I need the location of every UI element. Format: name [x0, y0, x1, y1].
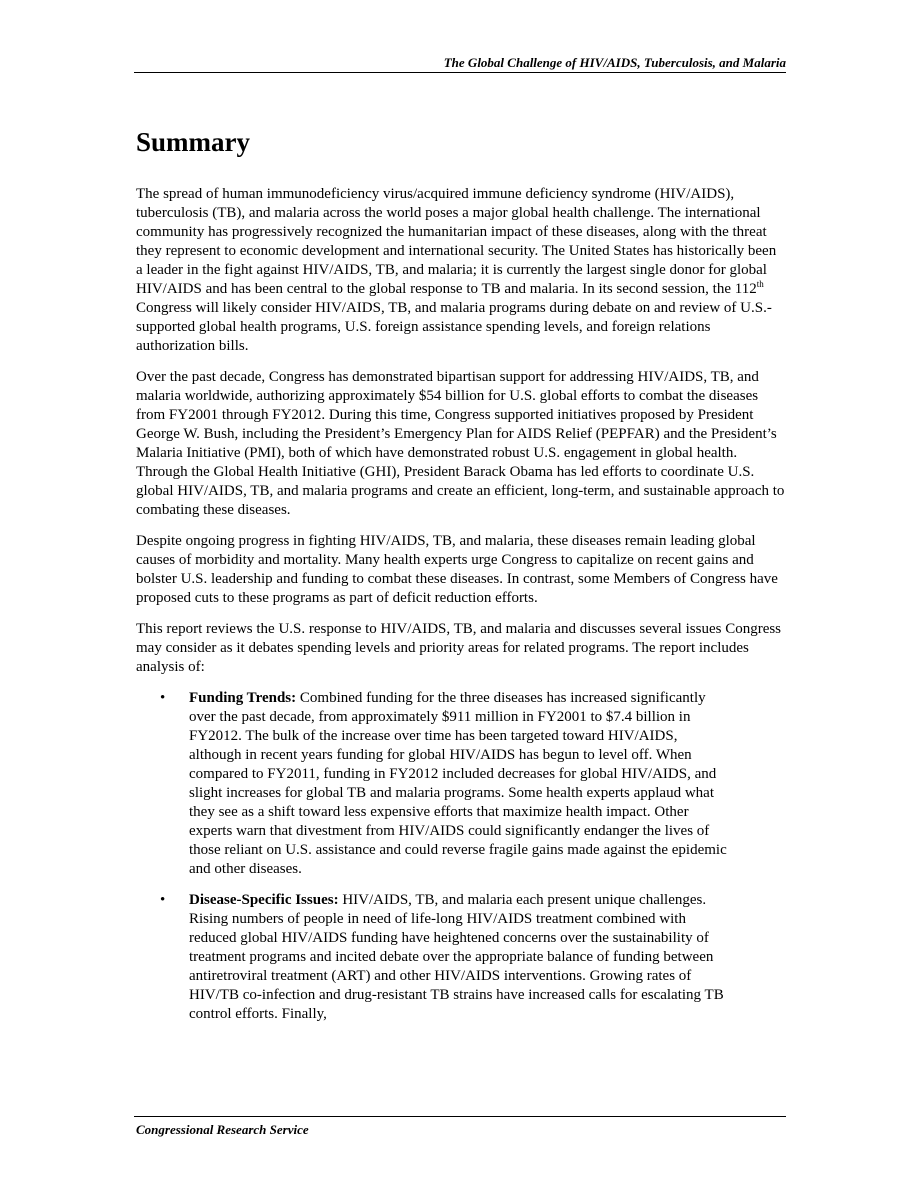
footer-organization: Congressional Research Service	[136, 1122, 309, 1137]
bullet-item-disease-specific	[136, 891, 786, 1024]
summary-paragraph-4: This report reviews the U.S. response to HIV/AIDS, TB, and malaria and discusses several issues Congress may consider as it debates spending levels and priority areas for related programs. The report includes analysis of:	[136, 621, 782, 675]
bullet-lead-disease-specific: Disease-Specific Issues:	[189, 892, 339, 908]
bullet-text-disease-specific: HIV/AIDS, TB, and malaria each present unique challenges. Rising numbers of people in need of life-long HIV/AIDS treatment combined with reduced global HIV/AIDS funding have heightened concerns over the sustainability of treatment programs and incited debate over the appropriate balance of funding between antiretroviral treatment (ART) and other HIV/AIDS interventions. Growing rates of HIV/TB co-infection and drug-resistant TB strains have increased calls for escalating TB control efforts. Finally,	[189, 892, 724, 1022]
paragraph-1-text-a: The spread of human immunodeficiency virus/acquired immune deficiency syndrome (HIV/AIDS), tuberculosis (TB), and malaria across the world poses a major global health challenge. The international community has progressively recognized the humanitarian impact of these diseases, along with the threat they represent to economic development and international security. The United States has historically been a leader in the fight against HIV/AIDS, TB, and malaria; it is currently the largest single donor for global HIV/AIDS and has been central to the global response to TB and malaria. In its second session, the 112	[136, 186, 777, 297]
summary-paragraph-3: Despite ongoing progress in fighting HIV/AIDS, TB, and malaria, these diseases remain leading global causes of morbidity and mortality. Many health experts urge Congress to capitalize on recent gains and bolster U.S. leadership and funding to combat these diseases. In contrast, some Members of Congress have proposed cuts to these programs as part of deficit reduction efforts.	[136, 533, 778, 606]
bullet-lead-funding-trends: Funding Trends:	[189, 690, 297, 706]
section-title: Summary	[136, 127, 250, 157]
bullet-text-funding-trends: Combined funding for the three diseases has increased significantly over the past decade, from approximately $911 million in FY2001 to $7.4 billion in FY2012. The bulk of the increase over time has been targeted toward HIV/AIDS, although in recent years funding for global HIV/AIDS has begun to level off. When compared to FY2011, funding in FY2012 included decreases for global HIV/AIDS, and slight increases for global TB and malaria programs. Some health experts applaud what they see as a shift toward less expensive efforts that maximize health impact. Other experts warn that divestment from HIV/AIDS could significantly endanger the lives of those reliant on U.S. assistance and could reverse fragile gains made against the epidemic and other diseases.	[189, 690, 727, 877]
bullet-item-funding-trends	[136, 689, 786, 879]
page-content	[136, 122, 786, 1036]
summary-paragraph-1	[136, 185, 786, 356]
analysis-bullet-list	[136, 689, 786, 1024]
bullet-icon: •	[160, 690, 166, 706]
footer-divider	[134, 1116, 786, 1117]
running-header	[134, 54, 786, 73]
bullet-icon: •	[160, 892, 166, 908]
summary-paragraph-2: Over the past decade, Congress has demonstrated bipartisan support for addressing HIV/AIDS, TB, and malaria worldwide, authorizing approximately $54 billion for U.S. global efforts to combat the diseases from FY2001 through FY2012. During this time, Congress supported initiatives proposed by President George W. Bush, including the President’s Emergency Plan for AIDS Relief (PEPFAR) and the President’s Malaria Initiative (PMI), both of which have demonstrated robust U.S. engagement in global health. Through the Global Health Initiative (GHI), President Barack Obama has led efforts to coordinate U.S. global HIV/AIDS, TB, and malaria programs and create an efficient, long-term, and sustainable approach to combating these diseases.	[136, 369, 785, 518]
running-footer	[136, 1121, 309, 1139]
paragraph-1-text-b: Congress will likely consider HIV/AIDS, TB, and malaria programs during debate on and review of U.S.-supported global health programs, U.S. foreign assistance spending levels, and foreign relations authorization bills.	[136, 300, 772, 354]
running-header-title: The Global Challenge of HIV/AIDS, Tuberculosis, and Malaria	[443, 55, 786, 70]
ordinal-superscript: th	[756, 279, 764, 289]
